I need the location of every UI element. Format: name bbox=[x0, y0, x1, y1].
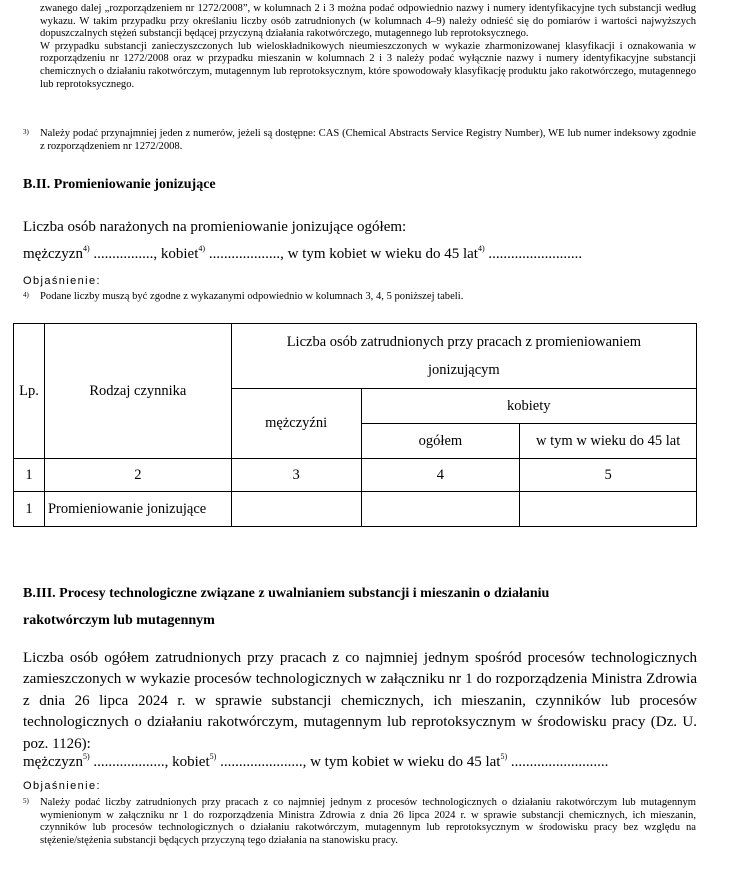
header-group: Liczba osób zatrudnionych przy pracach z promieniowaniem jonizującym bbox=[231, 324, 696, 389]
section-b3-paragraph: Liczba osób ogółem zatrudnionych przy pracach z co najmniej jednym spośród procesów technologicznych zamieszczonych w wykazie procesów technologicznych w załączniku nr 1 do rozporządzenia Ministra Zdrowia z dnia 26 lipca 2024 r. w sprawie substancji chemicznych, ich mieszanin, czynników lub procesów technologicznych o działaniu rakotwórczym, mutagennym lub reprotoksycznym w środowisku pracy (Dz. U. poz. 1126): bbox=[23, 650, 697, 752]
men-count-field[interactable]: ................ bbox=[89, 246, 154, 262]
footnote-4-text: Podane liczby muszą być zgodne z wykazanymi odpowiednio w kolumnach 3, 4, 5 poniższej tabeli. bbox=[40, 291, 464, 302]
footnote-4: 4) Podane liczby muszą być zgodne z wykazanymi odpowiednio w kolumnach 3, 4, 5 poniższej tabeli. bbox=[23, 291, 696, 304]
row-under45-cell[interactable] bbox=[520, 492, 697, 527]
footnote-3-text: Należy podać przynajmniej jeden z numerów, jeżeli są dostępne: CAS (Chemical Abstracts Service Registry Number), WE lub numer indeksowy zgodnie z rozporządzeniem nr 1272/2008. bbox=[40, 128, 696, 152]
section-b3-heading-line2: rakotwórczym lub mutagennym bbox=[23, 613, 215, 628]
women45-count-field[interactable]: ......................... bbox=[484, 246, 583, 262]
row-lp: 1 bbox=[14, 492, 45, 527]
section-b3-heading-line1: B.III. Procesy technologiczne związane z uwalnianiem substancji i mieszanin o działaniu bbox=[23, 586, 550, 601]
header-factor: Rodzaj czynnika bbox=[44, 324, 231, 459]
section-b3-counts-line: mężczyzn$^{5)}$ ..................., kobiet$^{5)}$ ......................, w tym kobiet w wieku do 45 lat$^{5)}$ .......................... bbox=[23, 752, 609, 770]
women-count-field[interactable]: ................... bbox=[205, 246, 281, 262]
women45-count-field[interactable]: .......................... bbox=[507, 754, 609, 770]
footnote-paragraph-2: W przypadku substancji zanieczyszczonych lub wieloskładnikowych nieumieszczonych w wykazie zharmonizowanej klasyfikacji i oznakowania w rozporządzeniu nr 1272/2008 oraz w przypadku mieszanin w kolumnach 2 i 3 należy podać wyłącznie nazwy i numery identyfikacyjne substancji chemicznych o działaniu rakotwórczym, mutagennym lub reprotoksycznym, które spowodowały klasyfikację produktu jako rakotwórczego, mutagennego lub reprotoksycznego. bbox=[40, 40, 696, 90]
footnote-3 bbox=[23, 128, 696, 153]
header-women: kobiety bbox=[361, 389, 696, 424]
header-men: mężczyźni bbox=[231, 389, 361, 459]
section-b2-counts-line: mężczyzn$^{4)}$ ................, kobiet$^{4)}$ ..................., w tym kobiet w wieku do 45 lat$^{4)}$ ......................... bbox=[23, 244, 583, 262]
women-count-field[interactable]: ...................... bbox=[216, 754, 303, 770]
section-b2-explanation-label: Objaśnienie: bbox=[23, 275, 101, 287]
row-men-cell[interactable] bbox=[231, 492, 361, 527]
men-count-field[interactable]: ................... bbox=[89, 754, 165, 770]
section-b2-intro: Liczba osób narażonych na promieniowanie jonizujące ogółem: bbox=[23, 219, 407, 235]
table-row bbox=[14, 492, 697, 527]
column-number-row: 1 2 3 4 5 bbox=[14, 459, 697, 492]
section-b2-heading: B.II. Promieniowanie jonizujące bbox=[23, 177, 216, 192]
section-b3-explanation-label: Objaśnienie: bbox=[23, 780, 101, 792]
row-total-cell[interactable] bbox=[361, 492, 520, 527]
footnote-5: 5) Należy podać liczby zatrudnionych przy pracach z co najmniej jednym z procesów technologicznych o działaniu rakotwórczym lub mutagennym wymienionym w załączniku nr 1 do rozporządzenia Ministra Zdrowia z dnia 26 lipca 2024 r. w sprawie substancji chemicznych, ich mieszanin, czynników lub procesów technologicznych o działaniu rakotwórczym, mutagennym lub reprotoksycznym w środowisku pracy bez względu na stężenie/stężenia substancji będących przyczyną tego działania na stanowisku pracy. bbox=[23, 797, 696, 846]
footnote-3-mark: 3) bbox=[23, 128, 29, 136]
header-lp: Lp. bbox=[14, 324, 45, 459]
header-women-under45: w tym w wieku do 45 lat bbox=[520, 424, 697, 459]
footnote-paragraph-1: zwanego dalej „rozporządzeniem nr 1272/2008”, w kolumnach 2 i 3 można podać odpowiednio nazwy i numery identyfikacyjne tych substancji według wykazu. W takim przypadku przy określaniu liczby osób zatrudnionych (w kolumnach 4–9) należy odnieść się do pomiarów i wartości najwyższych dopuszczalnych stężeń substancji będącej przyczyną działania rakotwórczego, mutagennego lub reprotoksycznego. bbox=[40, 3, 696, 40]
row-factor: Promieniowanie jonizujące bbox=[44, 492, 231, 527]
continued-footnote-text bbox=[40, 3, 696, 91]
ionizing-radiation-table bbox=[13, 323, 697, 527]
footnote-5-text: Należy podać liczby zatrudnionych przy pracach z co najmniej jednym z procesów technologicznych o działaniu rakotwórczym lub mutagennym wymienionym w załączniku nr 1 do rozporządzenia Ministra Zdrowia z dnia 26 lipca 2024 r. w sprawie substancji chemicznych, ich mieszanin, czynników lub procesów technologicznych o działaniu rakotwórczym, mutagennym lub reprotoksycznym w środowisku pracy bez względu na stężenie/stężenia substancji będących przyczyną tego działania na stanowisku pracy. bbox=[40, 797, 696, 846]
header-women-total: ogółem bbox=[361, 424, 520, 459]
